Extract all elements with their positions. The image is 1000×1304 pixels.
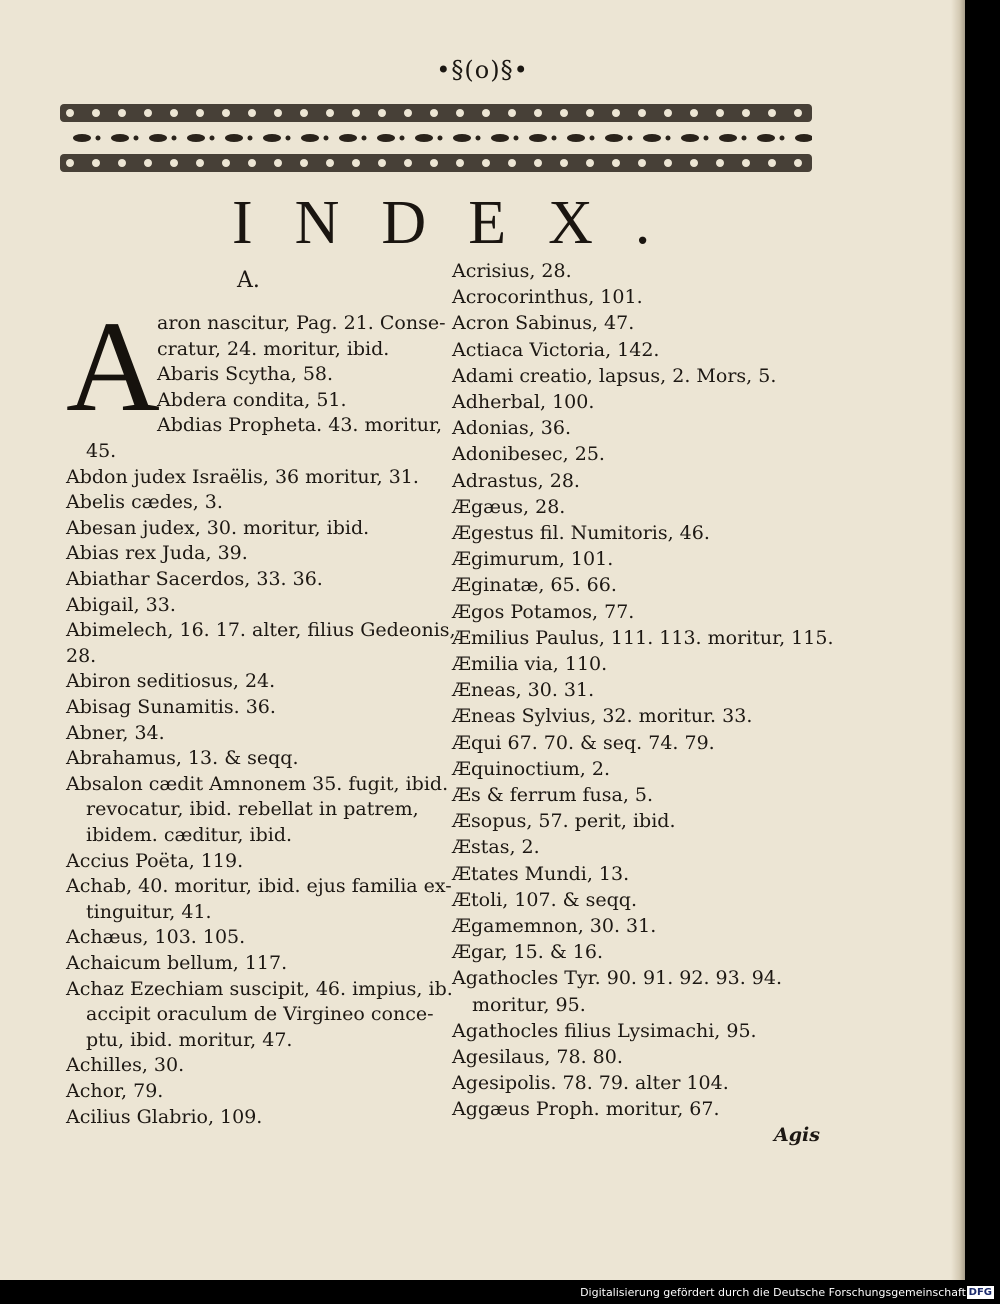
index-entry: Achaicum bellum, 117. <box>66 952 288 974</box>
index-entry: Agathocles Tyr. 90. 91. 92. 93. 94. <box>452 967 782 990</box>
index-entry: Abesan judex, 30. moritur, ibid. <box>66 516 370 539</box>
index-entry: Adherbal, 100. <box>452 391 595 413</box>
index-entry: Abdias Propheta. 43. moritur, <box>157 414 443 437</box>
index-entry: Abrahamus, 13. & seqq. <box>66 747 299 770</box>
index-entry: Adrastus, 28. <box>452 469 580 492</box>
index-entry: Æneas Sylvius, 32. moritur. 33. <box>452 705 753 728</box>
page-folio: •§(o)§• <box>436 56 529 84</box>
dropcap-letter: A <box>66 295 160 439</box>
index-entry: Accius Poëta, 119. <box>66 849 244 872</box>
index-entry: Acrisius, 28. <box>452 260 572 282</box>
page-fold-shadow <box>951 0 965 1280</box>
index-entry: Achilles, 30. <box>66 1054 185 1077</box>
index-entry: Æquinoctium, 2. <box>452 757 610 780</box>
index-entry: Aggæus Proph. moritur, 67. <box>452 1098 720 1121</box>
index-entry: Acrocorinthus, 101. <box>452 286 643 309</box>
index-entry: Absalon cædit Amnonem 35. fugit, ibid. <box>66 772 449 795</box>
index-entry: ptu, ibid. moritur, 47. <box>86 1028 293 1051</box>
digitization-credit: Digitalisierung gefördert durch die Deutsche Forschungsgemeinschaft <box>580 1286 966 1299</box>
index-entry: Acilius Glabrio, 109. <box>66 1105 263 1128</box>
index-entry: Abisag Sunamitis. 36. <box>66 696 276 718</box>
index-entry: cratur, 24. moritur, ibid. <box>157 337 390 360</box>
index-entry: Abaris Scytha, 58. <box>157 363 334 386</box>
index-entry: Ætates Mundi, 13. <box>452 862 630 885</box>
index-entry: Abimelech, 16. 17. alter, filius Gedeonis, <box>66 619 456 642</box>
index-entry: Acron Sabinus, 47. <box>452 312 635 335</box>
index-entry: Æmilius Paulus, 111. 113. moritur, 115. <box>452 626 834 649</box>
index-entry: accipit oraculum de Virgineo conce- <box>86 1003 434 1026</box>
index-entry: 45. <box>86 440 117 462</box>
letter-heading: A. <box>237 268 260 293</box>
index-entry: Agesilaus, 78. 80. <box>452 1046 623 1068</box>
index-entry: Achor, 79. <box>66 1080 164 1102</box>
index-entry: Ægos Potamos, 77. <box>452 600 635 623</box>
index-entry: Adami creatio, lapsus, 2. Mors, 5. <box>452 364 777 387</box>
index-entry: Abelis cædes, 3. <box>66 491 223 514</box>
index-entry: Agesipolis. 78. 79. alter 104. <box>452 1072 729 1095</box>
index-entry: Æs & ferrum fusa, 5. <box>452 784 654 806</box>
index-entry: Adonias, 36. <box>452 417 572 440</box>
index-entry: moritur, 95. <box>472 993 586 1016</box>
index-entry: Abdon judex Israëlis, 36 moritur, 31. <box>66 465 419 488</box>
index-entry: Ægæus, 28. <box>452 495 566 518</box>
index-entry: Achab, 40. moritur, ibid. ejus familia ex- <box>66 875 452 898</box>
index-entry: Æstas, 2. <box>452 836 540 859</box>
index-entry: tinguitur, 41. <box>86 900 212 923</box>
index-entry: Ægestus fil. Numitoris, 46. <box>452 522 710 544</box>
index-entry: Abias rex Juda, 39. <box>66 542 248 565</box>
index-entry: 28. <box>66 644 97 667</box>
index-entry: Abiron seditiosus, 24. <box>66 670 276 693</box>
index-entry: Ægamemnon, 30. 31. <box>452 915 657 937</box>
index-entry: Æneas, 30. 31. <box>452 679 595 702</box>
index-entry: Adonibesec, 25. <box>452 443 605 466</box>
index-entry: Æmilia via, 110. <box>452 653 608 675</box>
index-entry: revocatur, ibid. rebellat in patrem, <box>86 798 419 821</box>
index-entry: Actiaca Victoria, 142. <box>452 338 660 361</box>
index-title: INDEX. <box>232 189 693 257</box>
index-entry: aron nascitur, Pag. 21. Conse- <box>157 312 446 334</box>
index-entry: Abigail, 33. <box>66 593 176 616</box>
index-entry: Achæus, 103. 105. <box>66 926 246 949</box>
index-entry: Achaz Ezechiam suscipit, 46. impius, ib. <box>66 977 453 1000</box>
index-entry: Æqui 67. 70. & seq. 74. 79. <box>452 731 715 754</box>
index-entry: Abner, 34. <box>66 721 165 744</box>
index-entry: Æsopus, 57. perit, ibid. <box>452 810 676 833</box>
catchword: Agis <box>774 1124 820 1146</box>
index-entry: Ægar, 15. & 16. <box>452 941 604 964</box>
index-entry: Abiathar Sacerdos, 33. 36. <box>66 568 323 590</box>
index-entry: ibidem. cæditur, ibid. <box>86 824 293 846</box>
index-entry: Agathocles filius Lysimachi, 95. <box>452 1019 757 1042</box>
index-entry: Abdera condita, 51. <box>157 388 347 411</box>
dfg-logo: DFG <box>968 1287 992 1298</box>
index-entry: Æginatæ, 65. 66. <box>452 574 617 597</box>
index-entry: Ægimurum, 101. <box>452 548 614 571</box>
index-entry: Ætoli, 107. & seqq. <box>452 888 637 911</box>
decorative-header-ornament <box>60 98 812 178</box>
